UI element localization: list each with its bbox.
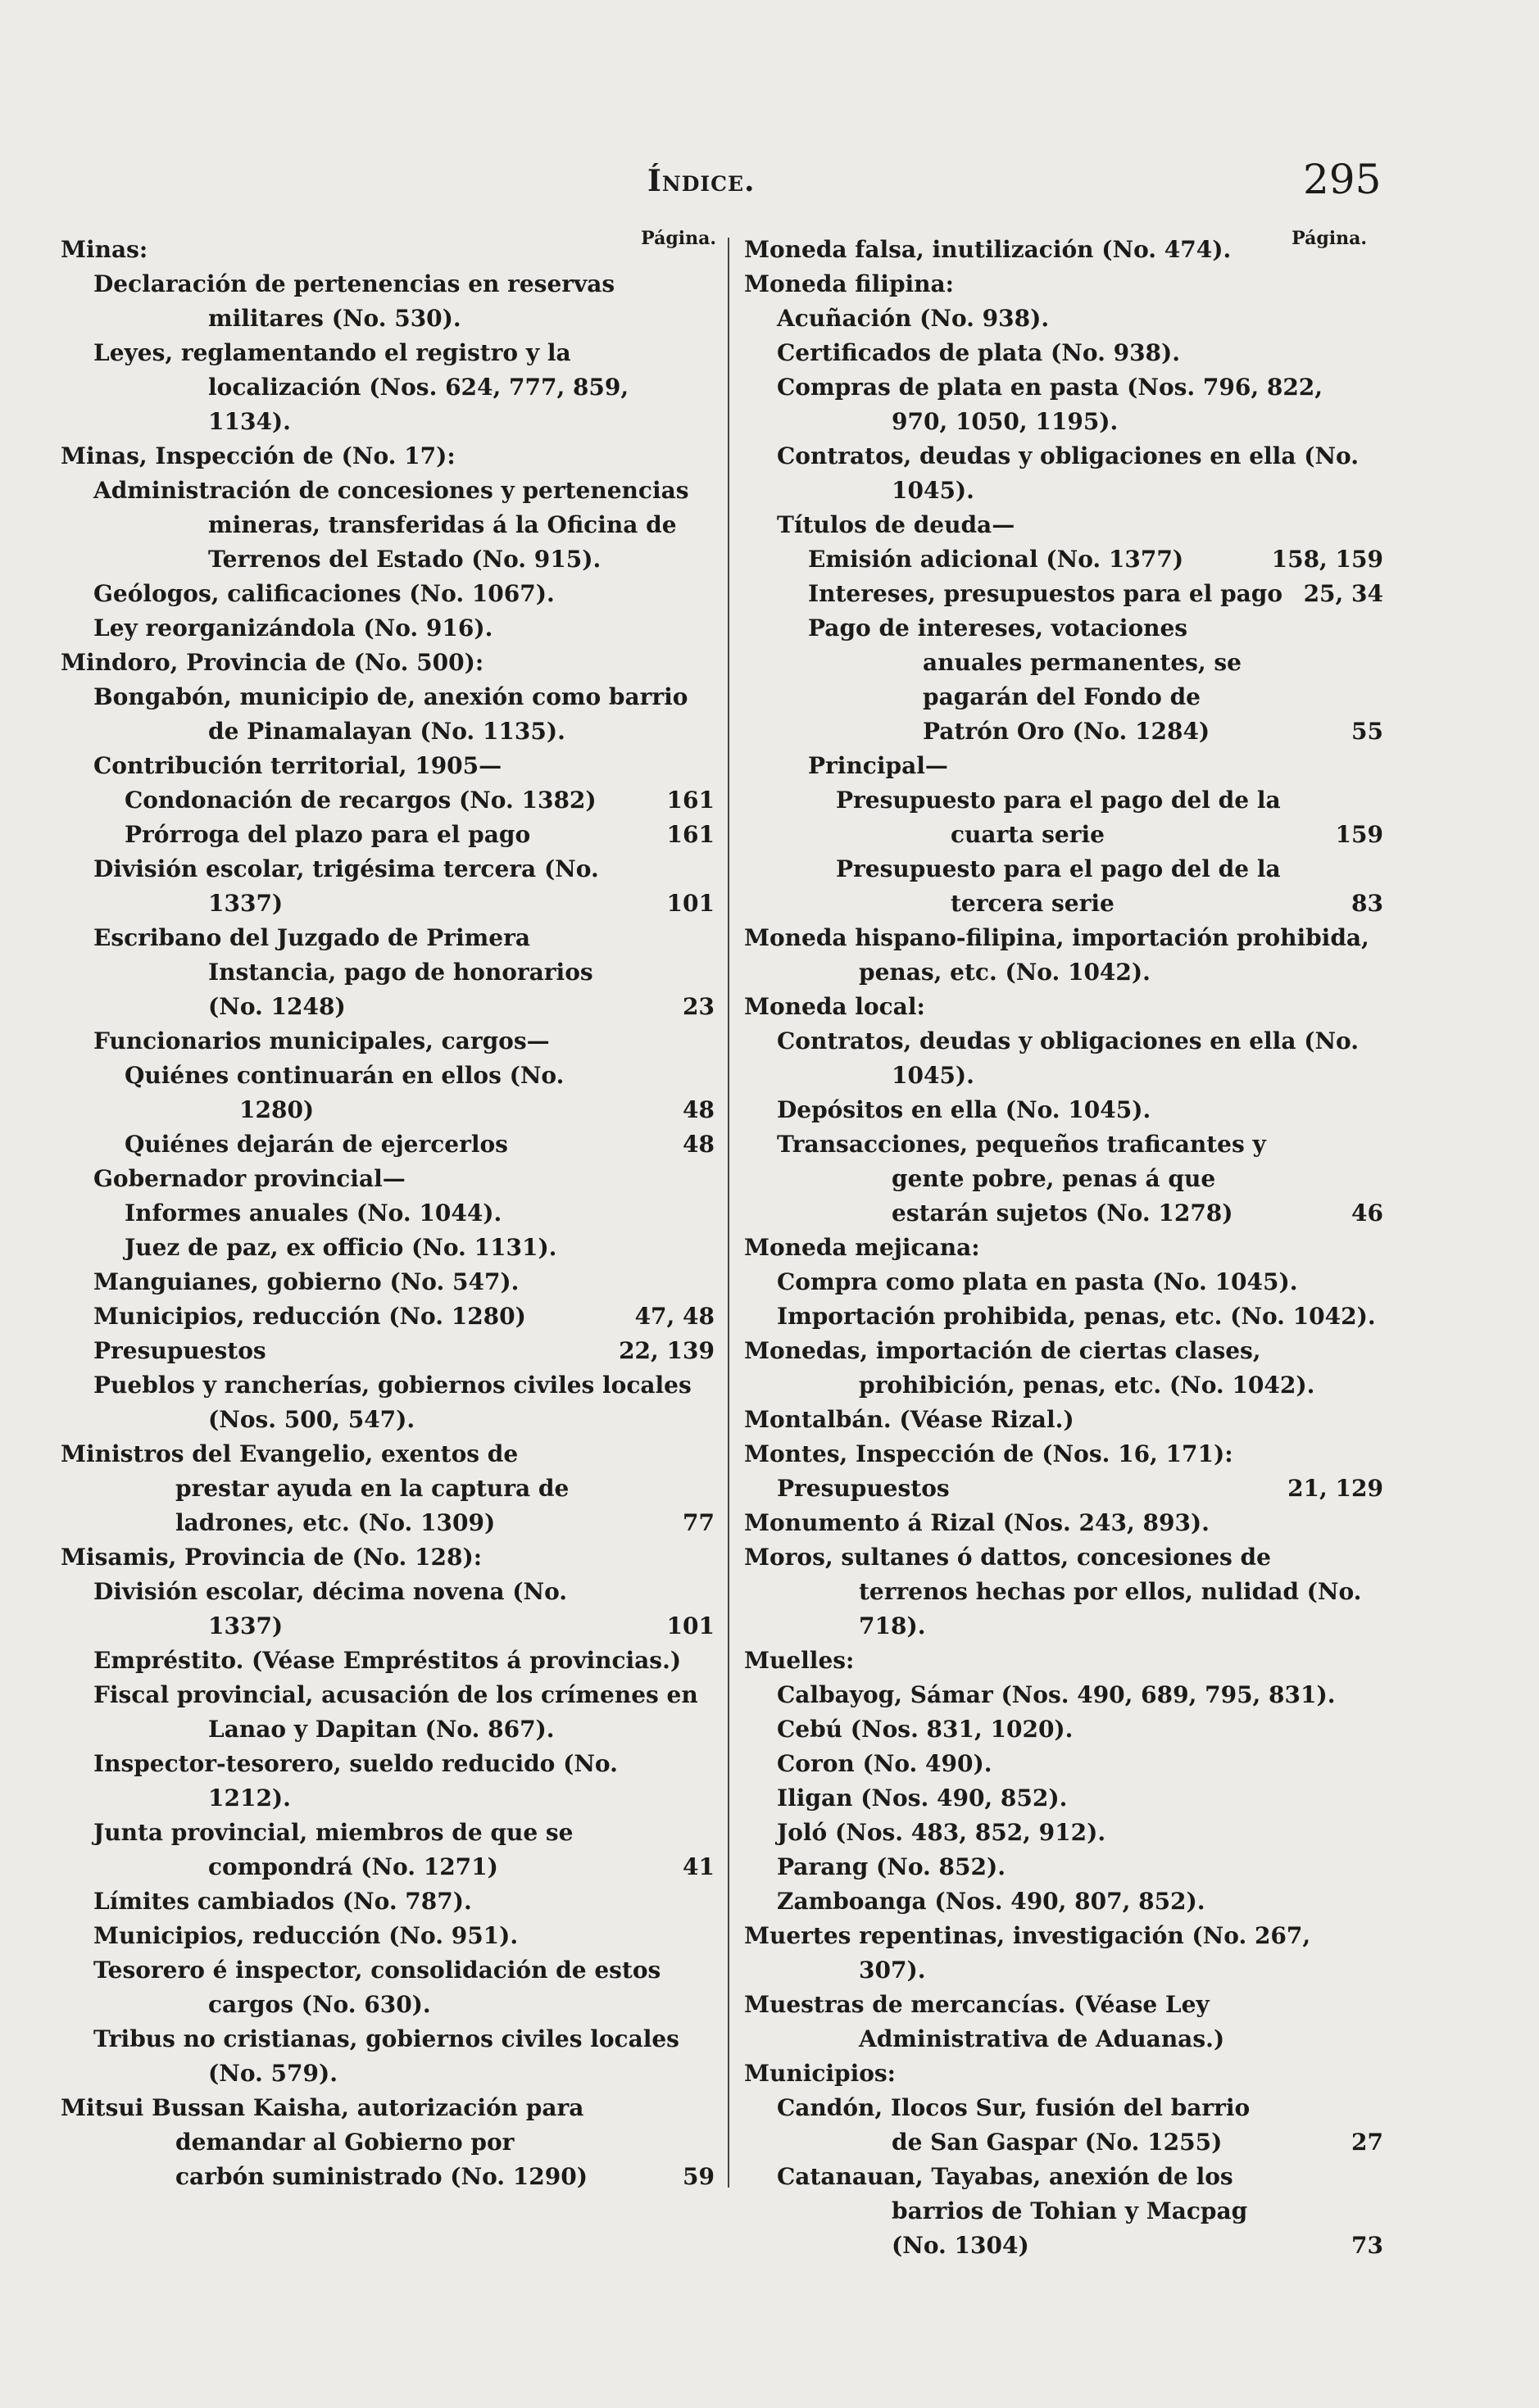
index-entry <box>61 2022 700 2091</box>
entry-text: Contratos, deudas y obligaciones en ella (No. 1045). <box>777 442 1359 504</box>
index-entry <box>61 1368 700 1437</box>
index-entry <box>744 1747 1383 1781</box>
index-entry <box>744 577 1383 611</box>
page-title: Índice. <box>647 164 756 198</box>
index-entry <box>61 2091 715 2194</box>
entry-text: Presupuesto para el pago del de la tercera serie <box>836 855 1281 917</box>
entry-page-ref: 46 <box>1351 1199 1383 1227</box>
pagina-label-right: Página. <box>1292 228 1367 249</box>
index-entry <box>61 818 715 852</box>
entry-text: Títulos de deuda— <box>777 511 1015 538</box>
entry-text: Contribución territorial, 1905— <box>93 752 502 779</box>
index-entry <box>744 611 1383 749</box>
index-entry <box>744 852 1383 921</box>
index-entry <box>744 1024 1383 1093</box>
index-entry <box>744 302 1383 336</box>
index-entry <box>744 233 1383 267</box>
entry-page-ref: 41 <box>683 1853 715 1880</box>
index-entry <box>744 542 1383 577</box>
entry-text: Geólogos, calificaciones (No. 1067). <box>93 580 555 607</box>
entry-page-ref: 101 <box>666 890 715 917</box>
entry-page-ref: 27 <box>1351 2129 1383 2156</box>
index-entry <box>744 1231 1383 1265</box>
entry-page-ref: 83 <box>1351 890 1383 917</box>
index-entry <box>744 1540 1383 1644</box>
entry-text: Compra como plata en pasta (No. 1045). <box>777 1268 1298 1295</box>
index-entry <box>61 611 700 646</box>
index-entry <box>61 852 715 921</box>
index-entry <box>61 749 700 783</box>
entry-text: Leyes, reglamentando el registro y la localización (Nos. 624, 777, 859, 1134). <box>93 339 629 435</box>
entry-text: Quiénes dejarán de ejercerlos <box>125 1131 508 1158</box>
entry-text: Junta provincial, miembros de que se compondrá (No. 1271) <box>93 1819 574 1880</box>
entry-text: Montalbán. (Véase Rizal.) <box>744 1406 1074 1433</box>
entry-text: Candón, Ilocos Sur, fusión del barrio de San Gaspar (No. 1255) <box>777 2094 1251 2156</box>
entry-page-ref: 21, 129 <box>1287 1475 1383 1502</box>
index-entry <box>744 1093 1383 1127</box>
entry-text: Muestras de mercancías. (Véase Ley Administrativa de Aduanas.) <box>744 1991 1225 2052</box>
entry-text: Joló (Nos. 483, 852, 912). <box>777 1819 1106 1846</box>
index-entry <box>61 1127 715 1162</box>
entry-text: Importación prohibida, penas, etc. (No. 1042). <box>777 1303 1376 1330</box>
index-entry <box>744 370 1383 439</box>
entry-text: Mitsui Bussan Kaisha, autorización para demandar al Gobierno por carbón suministrado (No. 1290) <box>61 2094 588 2190</box>
index-entry <box>744 783 1383 852</box>
column-divider <box>728 238 729 2188</box>
entry-text: Ley reorganizándola (No. 916). <box>93 614 493 642</box>
entry-text: Compras de plata en pasta (Nos. 796, 822, 970, 1050, 1195). <box>777 374 1323 435</box>
index-entry <box>61 577 700 611</box>
index-entry <box>61 1299 715 1334</box>
entry-page-ref: 161 <box>666 821 715 848</box>
index-entry <box>744 439 1383 508</box>
entry-text: Administración de concesiones y pertenencias mineras, transferidas á la Oficina de Terrenos del Estado (No. 915). <box>93 477 689 573</box>
index-entry <box>744 267 1383 302</box>
entry-text: Municipios, reducción (No. 1280) <box>93 1303 526 1330</box>
entry-text: Gobernador provincial— <box>93 1165 406 1192</box>
index-entry <box>744 1678 1383 1712</box>
entry-page-ref: 161 <box>666 787 715 814</box>
entry-text: Intereses, presupuestos para el pago <box>808 580 1283 607</box>
index-entry <box>61 1919 700 1953</box>
index-entry <box>744 1988 1383 2057</box>
entry-text: Contratos, deudas y obligaciones en ella (No. 1045). <box>777 1027 1359 1089</box>
entry-page-ref: 59 <box>683 2163 715 2190</box>
index-entry <box>744 508 1383 542</box>
entry-text: Empréstito. (Véase Empréstitos á provincias.) <box>93 1647 682 1674</box>
entry-text: Moneda hispano-filipina, importación prohibida, penas, etc. (No. 1042). <box>744 924 1369 986</box>
entry-text: Condonación de recargos (No. 1382) <box>125 787 597 814</box>
entry-text: División escolar, trigésima tercera (No. 1337) <box>93 855 599 917</box>
index-entry <box>61 233 700 267</box>
entry-page-ref: 73 <box>1351 2232 1383 2259</box>
index-entry <box>61 921 715 1024</box>
entry-page-ref: 22, 139 <box>619 1337 715 1364</box>
index-entry <box>61 1953 700 2022</box>
index-entry <box>61 267 700 336</box>
index-entry <box>61 1437 715 1540</box>
entry-text: Pago de intereses, votaciones anuales permanentes, se pagarán del Fondo de Patrón Oro (No. 1284) <box>808 614 1242 745</box>
entry-text: Tribus no cristianas, gobiernos civiles locales (No. 579). <box>93 2025 679 2087</box>
entry-text: Presupuestos <box>777 1475 950 1502</box>
right-column <box>744 226 1383 2263</box>
entry-text: Presupuesto para el pago del de la cuarta serie <box>836 787 1281 848</box>
index-entry <box>744 749 1383 783</box>
index-entry <box>61 680 700 749</box>
index-entry <box>61 1334 715 1368</box>
index-entry <box>744 990 1383 1024</box>
index-entry <box>61 1816 715 1884</box>
entry-text: Montes, Inspección de (Nos. 16, 171): <box>744 1440 1233 1467</box>
entry-text: Monedas, importación de ciertas clases, prohibición, penas, etc. (No. 1042). <box>744 1337 1315 1399</box>
index-entry <box>61 1059 715 1127</box>
index-entry <box>61 1884 700 1919</box>
entry-text: Manguianes, gobierno (No. 547). <box>93 1268 520 1295</box>
entry-text: Moneda local: <box>744 993 925 1020</box>
entry-page-ref: 47, 48 <box>634 1303 715 1330</box>
entry-page-ref: 48 <box>683 1131 715 1158</box>
index-entry <box>744 1334 1383 1403</box>
entry-text: Monumento á Rizal (Nos. 243, 893). <box>744 1509 1210 1536</box>
entry-text: Declaración de pertenencias en reservas militares (No. 530). <box>93 270 615 332</box>
entry-text: Parang (No. 852). <box>777 1853 1006 1880</box>
entry-text: Presupuestos <box>93 1337 266 1364</box>
entry-text: Municipios, reducción (No. 951). <box>93 1922 519 1949</box>
right-entries <box>744 233 1383 2263</box>
index-entry <box>744 1127 1383 1231</box>
entry-text: División escolar, décima novena (No. 1337) <box>93 1578 568 1639</box>
page-header <box>0 156 1539 213</box>
index-entry <box>744 1265 1383 1299</box>
pagina-label-left: Página. <box>641 228 716 249</box>
entry-page-ref: 158, 159 <box>1271 546 1383 573</box>
entry-text: Muertes repentinas, investigación (No. 267, 307). <box>744 1922 1311 1984</box>
index-entry <box>61 474 700 577</box>
index-entry <box>61 439 700 474</box>
entry-page-ref: 55 <box>1351 718 1383 745</box>
index-entry <box>744 1472 1383 1506</box>
entry-text: Cebú (Nos. 831, 1020). <box>777 1716 1074 1743</box>
entry-text: Coron (No. 490). <box>777 1750 992 1777</box>
index-entry <box>744 1884 1383 1919</box>
entry-text: Muelles: <box>744 1647 855 1674</box>
entry-text: Moneda falsa, inutilización (No. 474). <box>744 236 1232 263</box>
entry-text: Acuñación (No. 938). <box>777 305 1050 332</box>
index-entry <box>61 783 715 818</box>
entry-text: Principal— <box>808 752 948 779</box>
entry-text: Catanauan, Tayabas, anexión de los barrios de Tohian y Macpag (No. 1304) <box>777 2163 1248 2259</box>
index-entry <box>744 336 1383 370</box>
index-entry <box>61 1678 700 1747</box>
entry-text: Calbayog, Sámar (Nos. 490, 689, 795, 831). <box>777 1681 1336 1708</box>
index-entry <box>744 1712 1383 1747</box>
index-entry <box>61 1162 700 1196</box>
entry-text: Juez de paz, ex officio (No. 1131). <box>125 1234 557 1261</box>
entry-text: Mindoro, Provincia de (No. 500): <box>61 649 484 676</box>
entry-text: Funcionarios municipales, cargos— <box>93 1027 550 1054</box>
index-entry <box>744 1816 1383 1850</box>
index-entry <box>744 1919 1383 1988</box>
entry-text: Transacciones, pequeños traficantes y gente pobre, penas á que estarán sujetos (No. 1278) <box>777 1131 1266 1227</box>
left-column <box>61 226 716 2194</box>
index-entry <box>61 1231 700 1265</box>
left-entries <box>61 233 715 2194</box>
entry-text: Fiscal provincial, acusación de los crímenes en Lanao y Dapitan (No. 867). <box>93 1681 698 1743</box>
entry-text: Moneda filipina: <box>744 270 954 297</box>
entry-page-ref: 48 <box>683 1096 715 1123</box>
entry-text: Moneda mejicana: <box>744 1234 980 1261</box>
entry-text: Municipios: <box>744 2060 897 2087</box>
index-entry <box>744 2091 1383 2160</box>
index-entry <box>744 1506 1383 1540</box>
entry-text: Certificados de plata (No. 938). <box>777 339 1181 366</box>
index-entry <box>61 1024 700 1059</box>
entry-text: Límites cambiados (No. 787). <box>93 1888 472 1915</box>
entry-page-ref: 159 <box>1335 821 1383 848</box>
index-entry <box>744 1437 1383 1472</box>
index-entry <box>61 1265 700 1299</box>
entry-text: Misamis, Provincia de (No. 128): <box>61 1544 483 1571</box>
index-entry <box>61 1644 700 1678</box>
entry-text: Prórroga del plazo para el pago <box>125 821 531 848</box>
index-entry <box>744 1644 1383 1678</box>
entry-text: Informes anuales (No. 1044). <box>125 1199 502 1227</box>
entry-text: Escribano del Juzgado de Primera Instancia, pago de honorarios (No. 1248) <box>93 924 593 1020</box>
entry-text: Emisión adicional (No. 1377) <box>808 546 1184 573</box>
page-number: 295 <box>1303 156 1382 203</box>
entry-text: Inspector-tesorero, sueldo reducido (No. 1212). <box>93 1750 618 1812</box>
index-entry <box>744 1781 1383 1816</box>
entry-text: Ministros del Evangelio, exentos de prestar ayuda en la captura de ladrones, etc. (No. 1309) <box>61 1440 570 1536</box>
entry-text: Minas, Inspección de (No. 17): <box>61 442 456 469</box>
index-entry <box>61 1575 715 1644</box>
entry-text: Minas: <box>61 236 148 263</box>
index-entry <box>744 1299 1383 1334</box>
entry-page-ref: 25, 34 <box>1303 580 1383 607</box>
entry-text: Iligan (Nos. 490, 852). <box>777 1784 1068 1812</box>
entry-text: Tesorero é inspector, consolidación de estos cargos (No. 630). <box>93 1957 661 2018</box>
index-entry <box>744 921 1383 990</box>
entry-page-ref: 101 <box>666 1612 715 1639</box>
index-entry <box>61 1196 700 1231</box>
index-entry <box>744 1403 1383 1437</box>
index-entry <box>744 2057 1383 2091</box>
entry-page-ref: 23 <box>683 993 715 1020</box>
entry-text: Moros, sultanes ó dattos, concesiones de terrenos hechas por ellos, nulidad (No. 718). <box>744 1544 1362 1639</box>
index-entry <box>744 2160 1383 2263</box>
entry-text: Depósitos en ella (No. 1045). <box>777 1096 1151 1123</box>
index-entry <box>61 336 700 439</box>
entry-text: Pueblos y rancherías, gobiernos civiles locales (Nos. 500, 547). <box>93 1372 692 1433</box>
entry-text: Zamboanga (Nos. 490, 807, 852). <box>777 1888 1205 1915</box>
index-entry <box>61 646 700 680</box>
entry-text: Bongabón, municipio de, anexión como barrio de Pinamalayan (No. 1135). <box>93 683 688 745</box>
entry-page-ref: 77 <box>683 1509 715 1536</box>
index-entry <box>744 1850 1383 1884</box>
index-entry <box>61 1747 700 1816</box>
index-entry <box>61 1540 700 1575</box>
entry-text: Quiénes continuarán en ellos (No. 1280) <box>125 1062 565 1123</box>
